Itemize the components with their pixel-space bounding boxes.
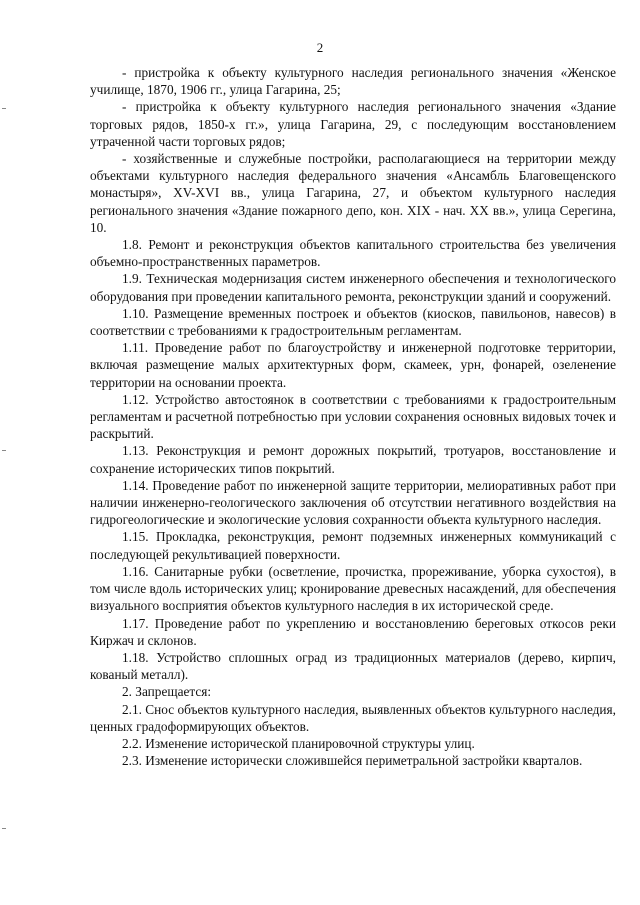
paragraph: 1.9. Техническая модернизация систем инженерного обеспечения и технологического оборудования при проведении капитального ремонта, реконструкции зданий и сооружений. bbox=[90, 271, 616, 304]
document-body bbox=[90, 64, 616, 769]
paragraph: 1.8. Ремонт и реконструкция объектов капитального строительства без увеличения объемно-пространственных параметров. bbox=[90, 237, 616, 270]
paragraph: - пристройка к объекту культурного наследия регионального значения «Здание торговых рядов, 1850-х гг.», улица Гагарина, 29, с последующим восстановлением утраченной части торговых рядов; bbox=[90, 99, 616, 149]
paragraph: 1.12. Устройство автостоянок в соответствии с требованиями к градостроительным регламентам и расчетной потребностью при условии сохранения основных видовых точек и раскрытий. bbox=[90, 391, 616, 442]
paragraph: 1.18. Устройство сплошных оград из традиционных материалов (дерево, кирпич, кованый металл). bbox=[90, 649, 616, 683]
paragraph: 2.1. Снос объектов культурного наследия, выявленных объектов культурного наследия, ценных градоформирующих объектов. bbox=[90, 701, 616, 734]
page-number: 2 bbox=[316, 40, 324, 55]
paragraph: 1.11. Проведение работ по благоустройству и инженерной подготовке территории, включая размещение малых архитектурных форм, скамеек, урн, фонарей, озеленение территории на основании проекта. bbox=[90, 340, 616, 390]
margin-mark bbox=[2, 108, 6, 109]
paragraph: 1.15. Прокладка, реконструкция, ремонт подземных инженерных коммуникаций с последующей рекультивацией поверхности. bbox=[90, 529, 616, 562]
paragraph: 1.13. Реконструкция и ремонт дорожных покрытий, тротуаров, восстановление и сохранение исторических типов покрытий. bbox=[90, 443, 616, 476]
paragraph: 2.3. Изменение исторически сложившейся периметральной застройки кварталов. bbox=[122, 753, 583, 769]
paragraph: 1.10. Размещение временных построек и объектов (киосков, павильонов, навесов) в соответствии с требованиями к градостроительным регламентам. bbox=[90, 305, 616, 339]
paragraph: 1.16. Санитарные рубки (осветление, прочистка, прореживание, уборка сухостоя), в том числе вдоль исторических улиц; кронирование древесных насаждений, для обеспечения визуального восприятия объектов культурного наследия в их исторической среде. bbox=[90, 563, 616, 614]
paragraph: 2. Запрещается: bbox=[122, 684, 212, 700]
paragraph: - хозяйственные и служебные постройки, располагающиеся на территории между объектами культурного наследия федерального значения «Ансамбль Благовещенского монастыря», XV-XVI вв., улица Гагарина, 27, и объектом культурного наследия регионального значения «Здание пожарного депо, кон. XIX - нач. XX вв.», улица Серегина, 10. bbox=[90, 151, 616, 235]
paragraph: - пристройка к объекту культурного наследия регионального значения «Женское училище, 1870, 1906 гг., улица Гагарина, 25; bbox=[90, 65, 616, 98]
paragraph: 1.17. Проведение работ по укреплению и восстановлению береговых откосов реки Киржач и склонов. bbox=[90, 615, 616, 648]
paragraph: 2.2. Изменение исторической планировочной структуры улиц. bbox=[122, 735, 475, 751]
margin-mark bbox=[2, 828, 6, 829]
margin-mark bbox=[2, 450, 6, 451]
paragraph: 1.14. Проведение работ по инженерной защите территории, мелиоративных работ при наличии инженерно-геологического заключения об отсутствии негативного воздействия на гидрогеологические и экологические условия сохранности объекта культурного наследия. bbox=[90, 477, 616, 528]
